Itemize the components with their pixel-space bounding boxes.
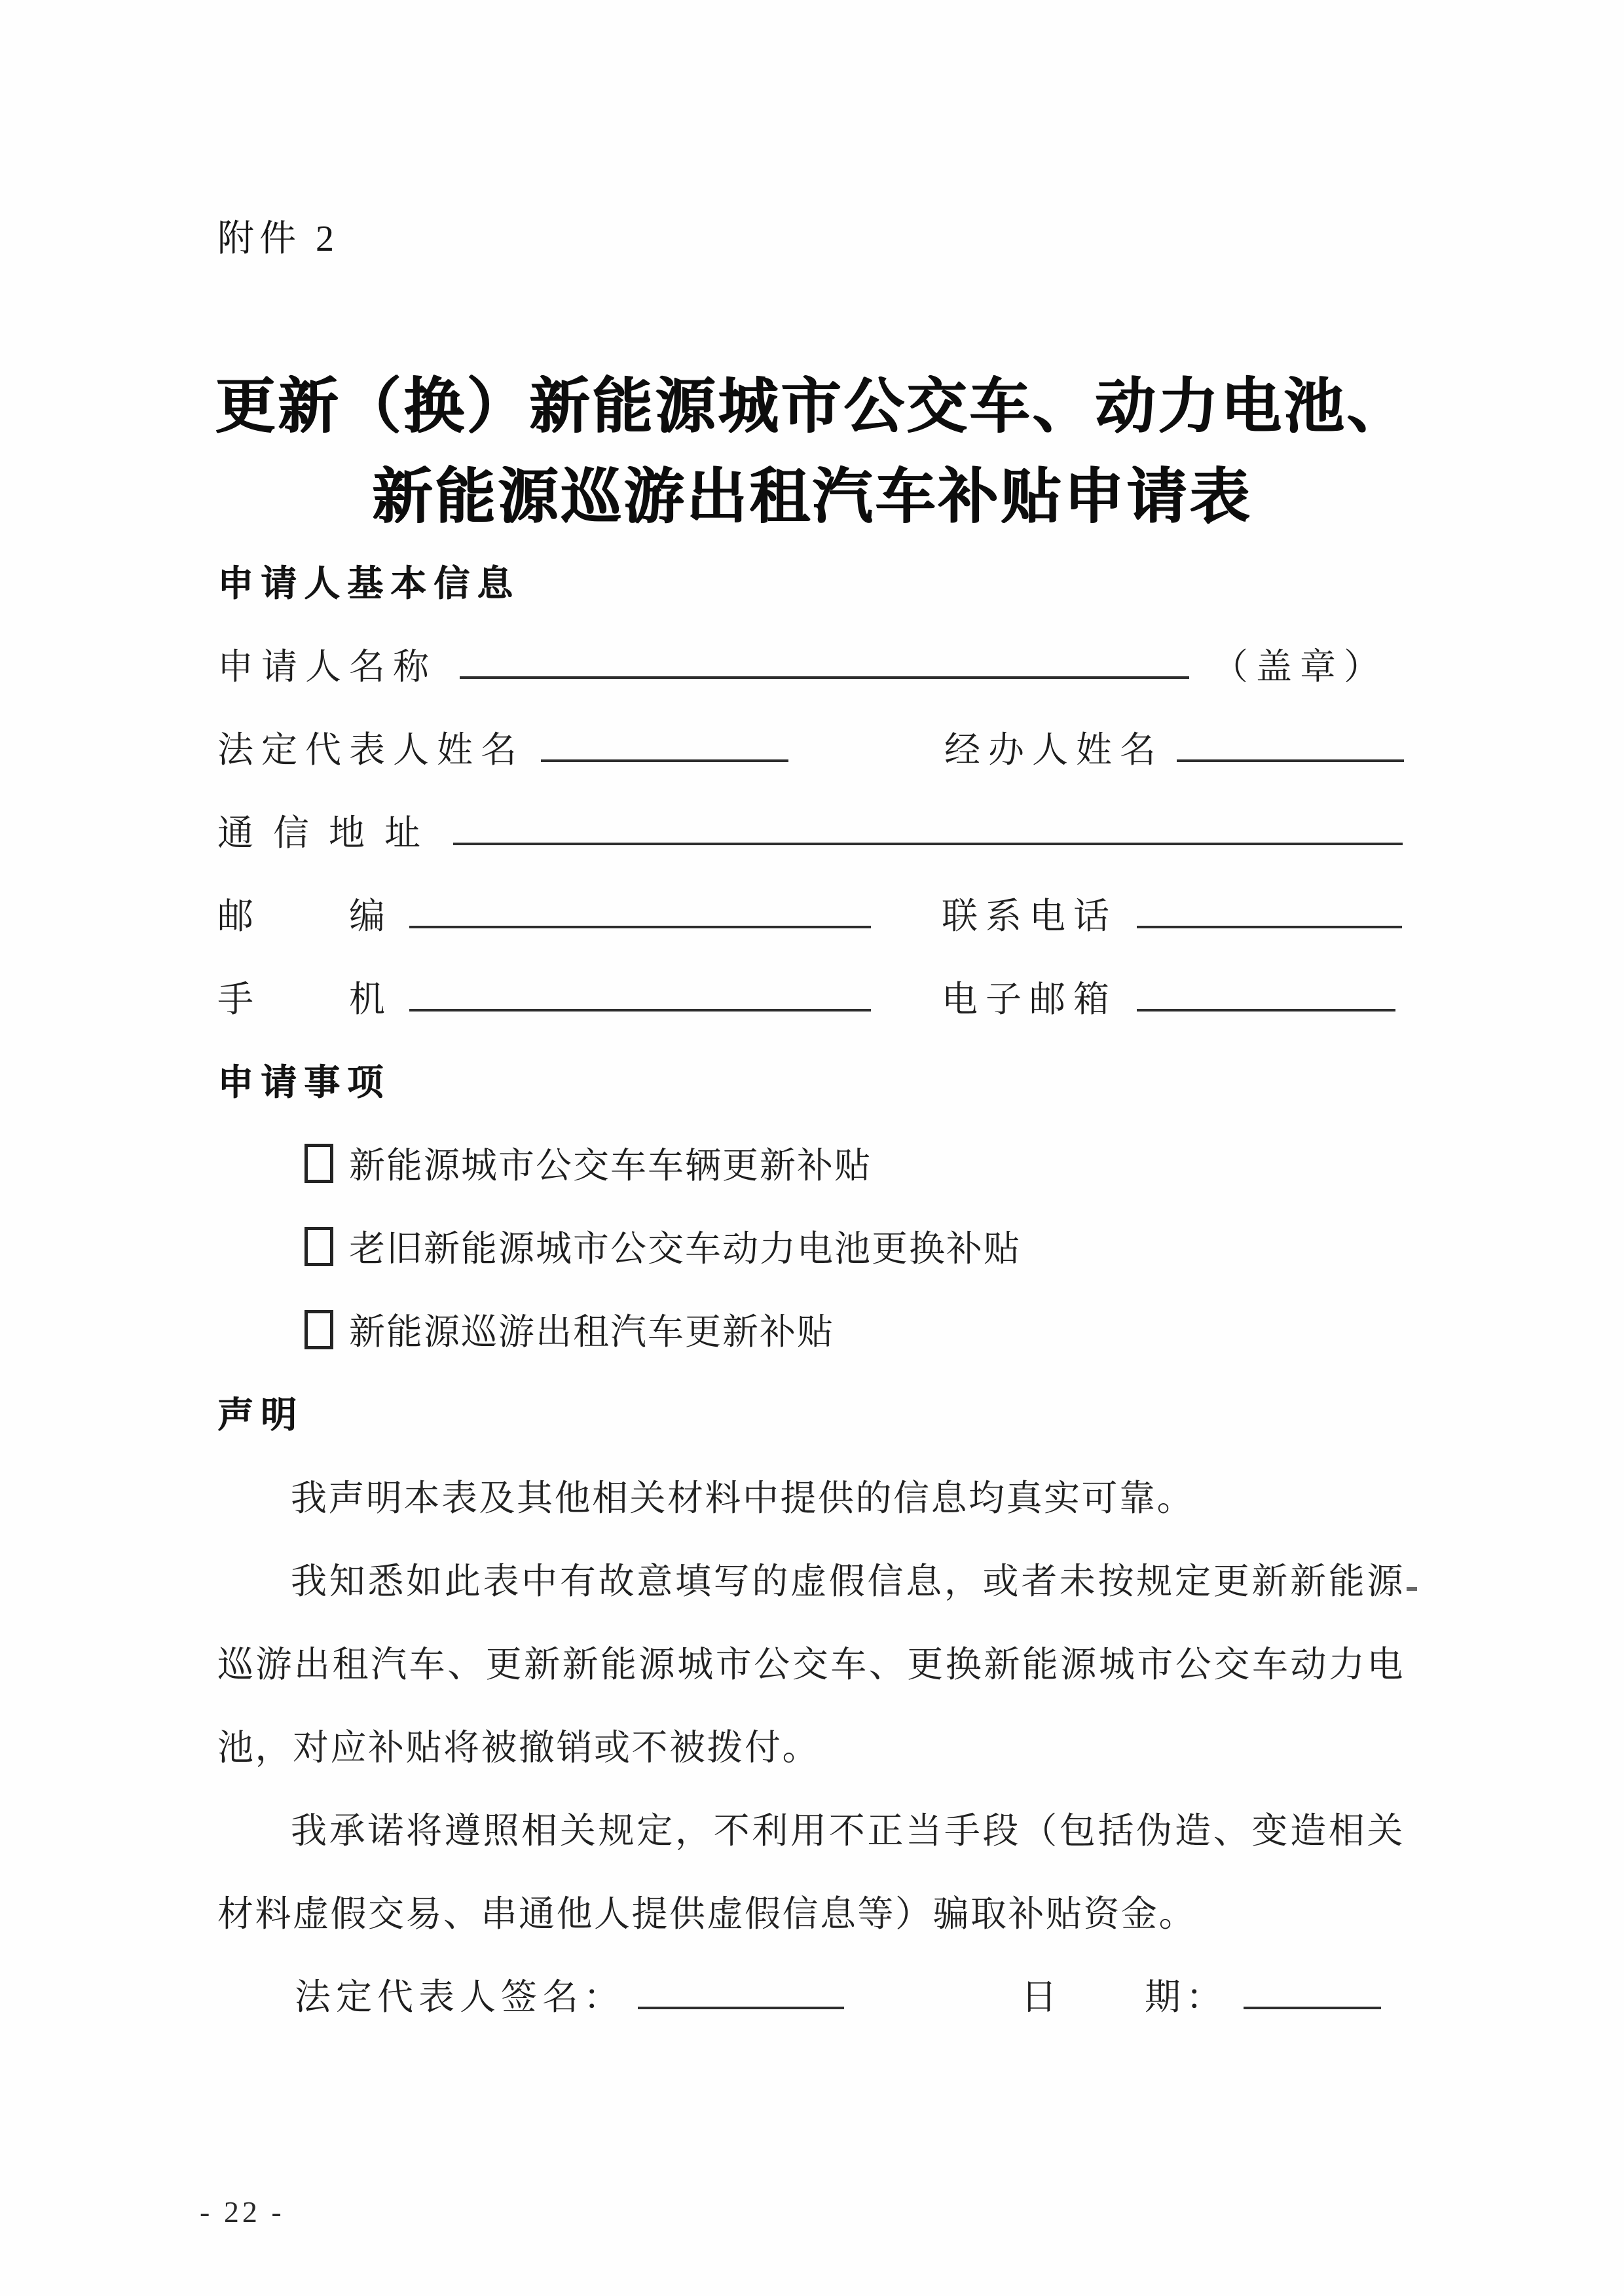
seal-label: （盖章） [1212, 647, 1388, 687]
applicant-name-label: 申请人名称 [217, 647, 437, 687]
email-label: 电子邮箱 [942, 979, 1118, 1019]
checkbox-icon [304, 1144, 333, 1183]
form-title [0, 361, 1624, 542]
declaration-paragraph: 我声明本表及其他相关材料中提供的信息均真实可靠。 [291, 1478, 1195, 1518]
field-row-postcode-phone [217, 875, 1405, 958]
date-label: 日 期： [1021, 1977, 1228, 2017]
mailing-address-blank-line [453, 839, 1403, 845]
application-option-row [217, 1290, 1405, 1374]
mobile-blank-line [409, 1005, 871, 1011]
legal-rep-signature-label: 法定代表人签名： [295, 1977, 625, 2017]
field-row-mobile-email [217, 958, 1405, 1041]
contact-phone-label: 联系电话 [942, 896, 1118, 936]
contact-phone-blank-line [1137, 922, 1402, 928]
field-row-legal-rep [217, 708, 1405, 792]
mailing-address-label: 通信地址 [217, 813, 441, 853]
handler-name-blank-line [1177, 756, 1404, 762]
applicant-name-blank-line [460, 672, 1189, 679]
declaration-paragraph: 我承诺将遵照相关规定，不利用不正当手段（包括伪造、变造相关材料虚假交易、串通他人提供虚假信息等）骗取补贴资金。 [217, 1811, 1405, 1934]
checkbox-icon [304, 1227, 333, 1266]
application-option-row [217, 1207, 1405, 1290]
legal-rep-name-blank-line [541, 756, 788, 762]
application-option-label: 新能源巡游出租汽车更新补贴 [349, 1312, 835, 1352]
date-blank-line [1244, 2003, 1381, 2009]
section-heading-application-items: 申请事项 [217, 1063, 391, 1102]
application-option-row [217, 1124, 1405, 1207]
handler-name-label: 经办人姓名 [944, 730, 1164, 770]
scan-artifact [1407, 1587, 1417, 1591]
form-title-line-1: 更新（换）新能源城市公交车、动力电池、 [214, 373, 1409, 440]
signature-row [217, 1956, 1405, 2039]
form-title-line-2: 新能源巡游出租汽车补贴申请表 [371, 464, 1252, 530]
application-option-label: 新能源城市公交车车辆更新补贴 [349, 1146, 872, 1186]
field-row-applicant-name [217, 625, 1405, 708]
legal-rep-name-label: 法定代表人姓名 [217, 730, 525, 770]
declaration-paragraph: 我知悉如此表中有故意填写的虚假信息，或者未按规定更新新能源巡游出租汽车、更新新能源城市公交车、更换新能源城市公交车动力电池，对应补贴将被撤销或不被拨付。 [217, 1561, 1405, 1768]
form-body [217, 542, 1405, 2039]
checkbox-icon [304, 1310, 333, 1349]
mobile-label: 手 机 [217, 979, 394, 1019]
postcode-blank-line [409, 922, 871, 928]
section-heading-declaration: 声明 [217, 1395, 304, 1435]
application-option-label: 老旧新能源城市公交车动力电池更换补贴 [349, 1229, 1022, 1269]
signature-blank-line [638, 2003, 844, 2009]
field-row-address [217, 792, 1405, 875]
email-blank-line [1137, 1005, 1395, 1011]
attachment-label: 附件 2 [217, 219, 339, 259]
section-heading-applicant-info: 申请人基本信息 [217, 564, 521, 604]
page-number: - 22 - [200, 2195, 285, 2229]
postcode-label: 邮 编 [217, 896, 394, 936]
